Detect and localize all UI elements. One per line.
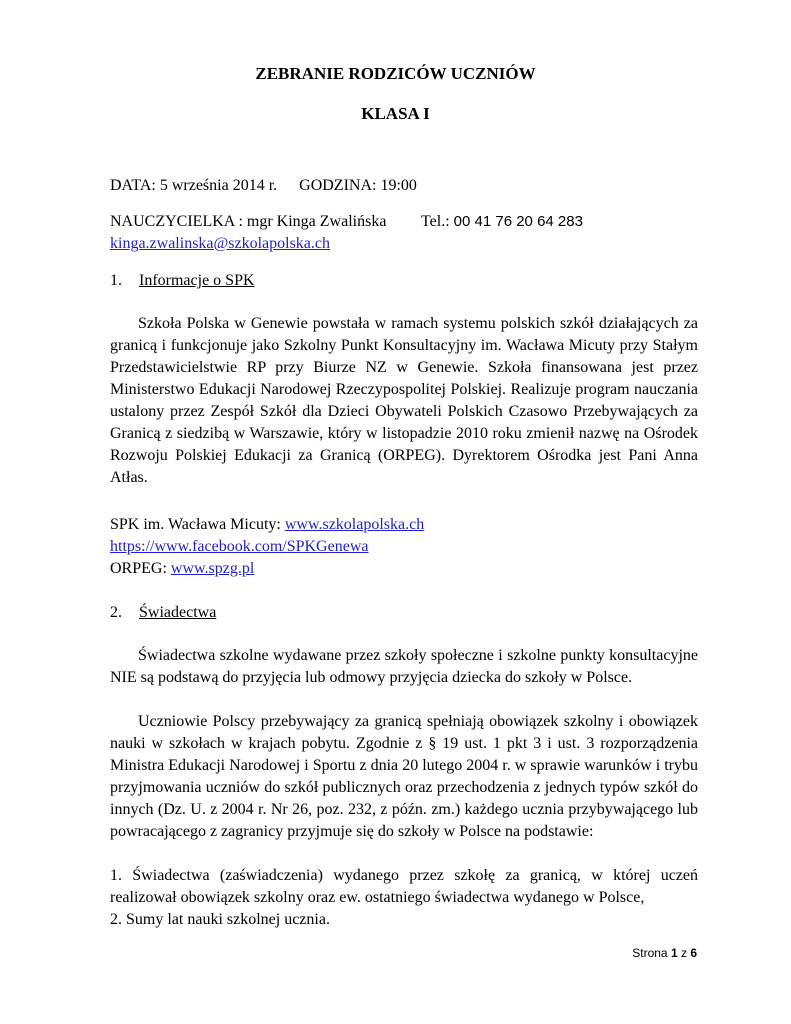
class-label: KLASA I [361,104,430,123]
section-number: 2. [110,604,122,621]
facebook-link[interactable]: https://www.facebook.com/SPKGenewa [110,538,369,555]
section-title: Informacje o SPK [139,272,255,289]
section-2-para-2: Uczniowie Polscy przebywający za granicą spełniają obowiązek szkolny i obowiązek nauki w szkołach w krajach pobytu. Zgodnie z § 19 ust. 1 pkt 3 i ust. 3 rozporządzenia Ministra Edukacji Narodowej i Sportu z dnia 20 lutego 2004 r. w sprawie warunków i trybu przyjmowania uczniów do szkół publicznych oraz przechodzenia z jednych typów szkół do innych (Dz. U. z 2004 r. Nr 26, poz. 232, z późn. zm.) każdego ucznia przybywającego lub powracającego z zagranicy przyjmuje się do szkoły w Polsce na podstawie: [110,713,698,840]
spk-line [110,514,424,536]
spk-website-link[interactable]: www.szkolapolska.ch [284,516,425,533]
list-item-1: 1. Świadectwa (zaświadczenia) wydanego przez szkołę za granicą, w której uczeń realizował obowiązek szkolny oraz ew. ostatniego świadectwa wydanego w Polsce, [110,867,698,906]
section-1-body: Szkoła Polska w Genewie powstała w ramach systemu polskich szkół działających za granicą i funkcjonuje jako Szkolny Punkt Konsultacyjny im. Wacława Micuty przy Stałym Przedstawicielstwie RP przy Biurze NZ w Genewie. Szkoła finansowana jest przez Ministerstwo Edukacji Narodowej Rzeczypospolitej Polskiej. Realizuje program nauczania ustalony przez Zespół Szkół dla Dzieci Obywateli Polskich Czasowo Przebywających za Granicą z siedzibą w Warszawie, który w listopadzie 2010 roku zmienił nazwę na Ośrodek Rozwoju Polskiej Edukacji za Granicą (ORPEG). Dyrektorem Ośrodka jest Pani Anna Atłas. [110,315,698,486]
of-word: z [680,946,687,960]
orpeg-line [110,558,254,580]
meeting-date-line [110,175,417,197]
orpeg-label: ORPEG: [110,560,167,577]
teacher-name: mgr Kinga Zwalińska [246,213,387,230]
page-number [632,946,697,960]
orpeg-link[interactable]: www.spzg.pl [170,560,255,577]
section-number: 1. [110,272,122,289]
phone-line [421,211,583,233]
section-title: Świadectwa [139,604,217,621]
email-line [110,233,330,255]
date-label: DATA: [110,177,156,194]
page-word: Strona [632,946,668,960]
phone-value: 00 41 76 20 64 283 [453,213,583,230]
current-page: 1 [670,946,678,960]
email-link[interactable]: kinga.zwalinska@szkolapolska.ch [110,235,331,252]
date-value: 5 września 2014 r. [159,177,278,194]
phone-label: Tel.: [421,213,450,230]
facebook-line [110,536,368,558]
time-value: 19:00 [380,177,417,194]
list-item-2: 2. Sumy lat nauki szkolnej ucznia. [110,911,330,928]
teacher-line [110,211,386,233]
section-1-heading [110,270,255,292]
document-title: ZEBRANIE RODZICÓW UCZNIÓW [255,64,536,83]
section-2-para-1: Świadectwa szkolne wydawane przez szkoły społeczne i szkolne punkty konsultacyjne NIE są podstawą do przyjęcia lub odmowy przyjęcia dziecka do szkoły w Polsce. [110,647,698,686]
section-2-heading [110,602,216,624]
spk-label: SPK im. Wacława Micuty: [110,516,281,533]
time-label: GODZINA: [299,177,377,194]
total-pages: 6 [690,946,697,960]
teacher-label: NAUCZYCIELKA : [110,213,243,230]
